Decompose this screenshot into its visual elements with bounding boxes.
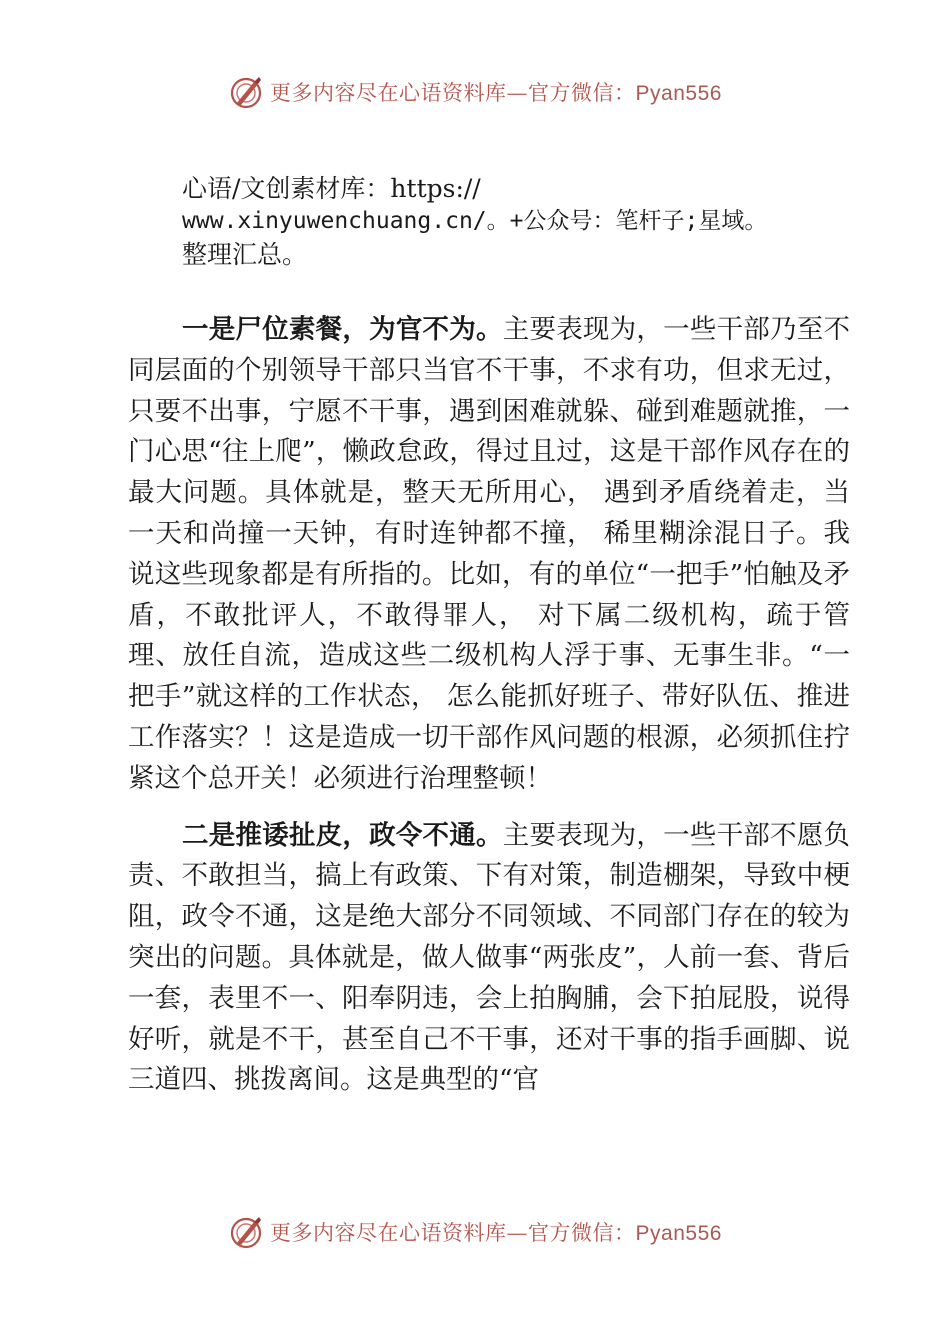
pen-logo-icon: [228, 1214, 264, 1250]
pen-logo-icon: [228, 74, 264, 110]
banner-text: 更多内容尽在心语资料库—官方微信：Pyan556: [270, 81, 722, 105]
source-note: [182, 172, 862, 271]
paragraph-1: [128, 310, 850, 800]
banner-text: 更多内容尽在心语资料库—官方微信：Pyan556: [270, 1221, 722, 1245]
paragraph-text: 主要表现为，一些干部不愿负责、不敢担当，搞上有政策、下有对策，制造棚架，导致中梗阻，政令不通，这是绝大部分不同领域、不同部门存在的较为突出的问题。具体就是，做人做事“两张皮”，人前一套、背后一套，表里不一、阳奉阴违，会上拍胸脯，会下拍屁股，说得好听，就是不干，甚至自己不干事，还对干事的指手画脚、说三道四、挑拨离间。这是典型的“官: [128, 819, 850, 1096]
header-banner: [0, 72, 950, 112]
source-line-1: 心语/文创素材库：https://: [182, 174, 481, 203]
footer-banner: [0, 1212, 950, 1252]
paragraph-2: [128, 816, 850, 1101]
source-line-3: 整理汇总。: [182, 240, 308, 269]
source-line-2: www.xinyuwenchuang.cn/。+公众号：笔杆子;星域。: [182, 208, 768, 234]
paragraph-heading: 二是推诿扯皮，政令不通。: [182, 819, 503, 851]
document-body: [128, 310, 850, 1117]
paragraph-text: 主要表现为，一些干部乃至不同层面的个别领导干部只当官不干事，不求有功，但求无过，只要不出事，宁愿不干事，遇到困难就躲、碰到难题就推，一门心思“往上爬”，懒政怠政，得过且过，这是干部作风存在的最大问题。具体就是，整天无所用心， 遇到矛盾绕着走，当一天和尚撞一天钟，有时连钟都不撞， 稀里糊涂混日子。我说这些现象都是有所指的。比如，有的单位“一把手”怕触及矛盾，不敢批评人，不敢得罪人， 对下属二级机构，疏于管理、放任自流，造成这些二级机构人浮于事、无事生非。“一把手”就这样的工作状态， 怎么能抓好班子、带好队伍、推进工作落实？！这是造成一切干部作风问题的根源，必须抓住拧紧这个总开关！必须进行治理整顿！: [128, 314, 850, 794]
paragraph-heading: 一是尸位素餐，为官不为。: [182, 314, 503, 345]
